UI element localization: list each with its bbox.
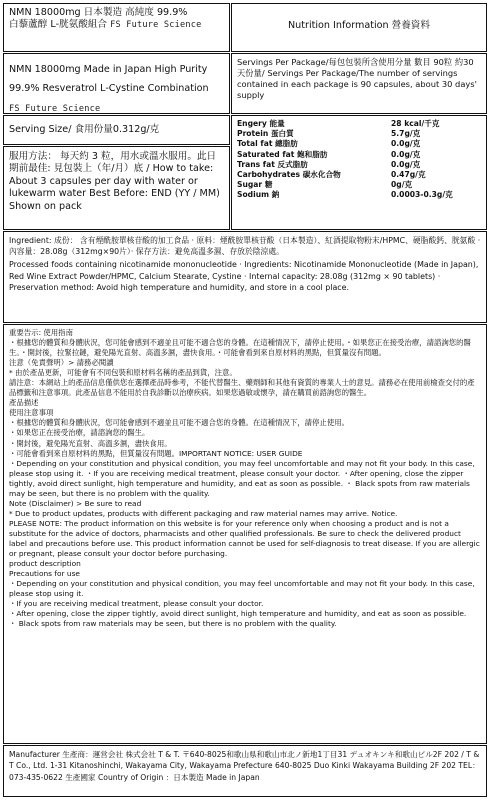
notice-line: Note (Disclaimer) > Be sure to read xyxy=(9,498,142,508)
title-zh-line1: NMN 18000mg 日本製造 高純度 99.9% xyxy=(9,7,188,18)
notice-line: * Due to product updates, products with different packaging and raw material names may arrive. Notice. xyxy=(9,508,398,518)
usage-text: 服用方法： 每天約 3 粒，用水或溫水服用。此日期前最佳: 見包裝上（年/月）底 / How to take: About 3 capsules per day with water or lukewarm water Best Before: END (YY / MM) Shown on pack xyxy=(9,151,220,212)
serving-size-box xyxy=(3,115,230,145)
nutrition-facts-table xyxy=(237,119,481,201)
notice-line: ・Depending on your constitution and physical condition, you may feel uncomfortable and may not fit your body. In this case, please stop using it. ・If you are receiving medical treatment, please consult your doctor. ・After opening, close the zipper tightly, avoid direct sunlight, high temperature and humidity, and eat as soon as possible. ・ Black spots from raw materials may be seen, but there is no problem with the quality. xyxy=(9,458,475,498)
notice-line: * 由於產品更新，可能會有不同包裝和原材料名稱的產品到貨，注意。 xyxy=(9,368,237,378)
nutrition-row xyxy=(237,119,481,129)
title-en-box xyxy=(3,53,230,114)
servings-text: Servings Per Package/每包包裝所含使用分量 數目 90粒 約30天份量/ Servings Per Package/The number of servings contained in each package is 90 capsules, about 30 days' supply xyxy=(237,57,477,100)
brand-name-en: FS Future Science xyxy=(9,103,101,114)
nutrition-row xyxy=(237,139,481,149)
nutrition-label: Total fat 總脂肪 xyxy=(237,139,298,149)
notices-box xyxy=(3,324,487,744)
nutrition-label: Sodium 鈉 xyxy=(237,190,280,200)
notice-line: ・If you are receiving medical treatment, please consult your doctor. xyxy=(9,599,264,609)
nutrition-label: Carbohydrates 碳水化合物 xyxy=(237,170,341,180)
notice-line: ・開封後，避免陽光直射、高溫多濕，盡快食用。 xyxy=(9,438,172,448)
notice-line: 注意（免責聲明）> 請務必閱讀 xyxy=(9,358,114,368)
nutrition-facts-box xyxy=(231,115,487,230)
ingredients-zh: Ingredient: 成份： 含有煙酰胺單核苷酸的加工食品 · 原料：煙酰胺單核苷酸（日本製造）、紅酒提取物粉末/HPMC、硬脂酸鈣、胱氨酸 · 內容量：28.08g（312mg×90片）· 保存方法：避免高溫多濕、存放於陰涼處。 xyxy=(9,236,481,257)
nutrition-value: 0.47g/克 xyxy=(391,170,426,180)
nutrition-value: 28 kcal/千克 xyxy=(391,119,440,128)
manufacturer-text: Manufacturer 生產商：運営会社 株式会社 T & T. 〒640-8025和歌山県和歌山市北ノ新地1丁目31 デュオキンキ和歌山ビル2F 202 / T & T Co., Ltd. 1-31 Kitanoshinchi, Wakayama City, Wakayama Prefecture 640-8025 Duo Kinki Wakayama Building 2F 202 TEL：073-435-0622 生產國家 Country of Origin ：日本製造 Made in Japan xyxy=(9,750,480,782)
notice-line: PLEASE NOTE: The product information on this website is for your reference only when choosing a product and is not a substitute for the advice of doctors, pharmacists and other qualified professionals. Be sure to check the delivered product label and precautions before use. This product information cannot be used for self-diagnosis to treat disease. If you are allergic or pregnant, please consult your doctor before purchasing. xyxy=(9,518,480,559)
title-zh-line2-text: 白藜蘆醇 L-胱氨酸組合 xyxy=(9,19,108,31)
serving-size-text: Serving Size/ 食用份量0.312g/克 xyxy=(9,124,160,135)
notice-line: ・可能會看到來自原材料的黑點，但質量沒有問題。IMPORTANT NOTICE: USER GUIDE xyxy=(9,448,303,458)
notice-lines xyxy=(9,328,481,629)
ingredients-box xyxy=(3,231,487,323)
nutrition-row xyxy=(237,129,481,139)
servings-box xyxy=(231,53,487,114)
notice-line: 重要告示: 使用指南 xyxy=(9,328,73,337)
notice-line: product description xyxy=(9,559,81,569)
nutrition-value: 0g/克 xyxy=(391,180,413,190)
title-zh-line2 xyxy=(9,19,224,31)
notice-line: ・根據您的體質和身體狀況，您可能會感到不適並且可能不適合您的身體。在這種情況下，請停止使用。 xyxy=(9,418,349,428)
nutrition-label: Sugar 糖 xyxy=(237,180,273,190)
nutrition-row xyxy=(237,180,481,190)
nutrition-label: Protein 蛋白質 xyxy=(237,129,294,139)
nutrition-row xyxy=(237,190,481,200)
notice-line: ・Depending on your constitution and physical condition, you may feel uncomfortable and may not fit your body. In this case, please stop using it. xyxy=(9,579,475,599)
nutrition-row xyxy=(237,170,481,180)
notice-line: 產品描述 xyxy=(9,398,39,408)
nutrition-value: 5.7g/克 xyxy=(391,129,421,139)
nutrition-value: 0.0g/克 xyxy=(391,139,421,149)
title-zh-box xyxy=(3,3,230,52)
notice-line: ・如果您正在接受治療，請諮詢您的醫生。 xyxy=(9,428,150,438)
ingredients-en: Processed foods containing nicotinamide mononucleotide · Ingredients: Nicotinamide Mononucleotide (Made in Japan), Red Wine Extract Powder/HPMC, Calcium Stearate, Cystine · Internal capacity: 28.08g (312mg × 90 tablets) · Preservation method: Avoid high temperature and humidity, and store in a cool place. xyxy=(9,260,479,292)
notice-line: ・ Black spots from raw materials may be seen, but there is no problem with the quality. xyxy=(9,619,337,629)
nutrition-title: Nutrition Information 營養資料 xyxy=(287,20,430,31)
nutrition-title-box xyxy=(231,3,487,52)
nutrition-value: 0.0g/克 xyxy=(391,159,421,169)
notice-line: 請注意：本網站上的產品信息僅供您在選擇產品時參考，不能代替醫生、藥劑師和其他有資質的專業人士的意見。請務必在使用前檢查交付的產品標籤和注意事項。此產品信息不能用於自我診斷以治療疾病。如果您過敏或懷孕，請在購買前諮詢您的醫生。 xyxy=(9,378,475,398)
nutrition-value: 0.0g/克 xyxy=(391,149,421,159)
notice-line: ・After opening, close the zipper tightly, avoid direct sunlight, high temperature and humidity, and eat as soon as possible. xyxy=(9,609,467,619)
notice-line: ・根據您的體質和身體狀況，您可能會感到不適並且可能不適合您的身體。在這種情況下，請停止使用。・如果您正在接受治療，請諮詢您的醫生。・開封後，拉緊拉鏈，避免陽光直射、高溫多濕，盡快食用。・可能會看到來自原材料的黑點，但質量沒有問題。 xyxy=(9,338,471,358)
notice-line: 使用注意事項 xyxy=(9,408,54,418)
title-en: NMN 18000mg Made in Japan High Purity 99.9% Resveratrol L-Cystine Combination xyxy=(9,64,209,95)
nutrition-value: 0.0003-0.3g/克 xyxy=(391,190,453,200)
nutrition-row xyxy=(237,150,481,160)
nutrition-label: Saturated fat 飽和脂肪 xyxy=(237,149,328,159)
usage-box xyxy=(3,146,230,230)
nutrition-label: Engery 能量 xyxy=(237,119,285,128)
nutrition-row xyxy=(237,160,481,170)
brand-name: FS Future Science xyxy=(110,20,202,31)
manufacturer-box xyxy=(3,745,487,797)
nutrition-label: Trans fat 反式脂肪 xyxy=(237,159,308,169)
notice-line: Precautions for use xyxy=(9,569,80,579)
